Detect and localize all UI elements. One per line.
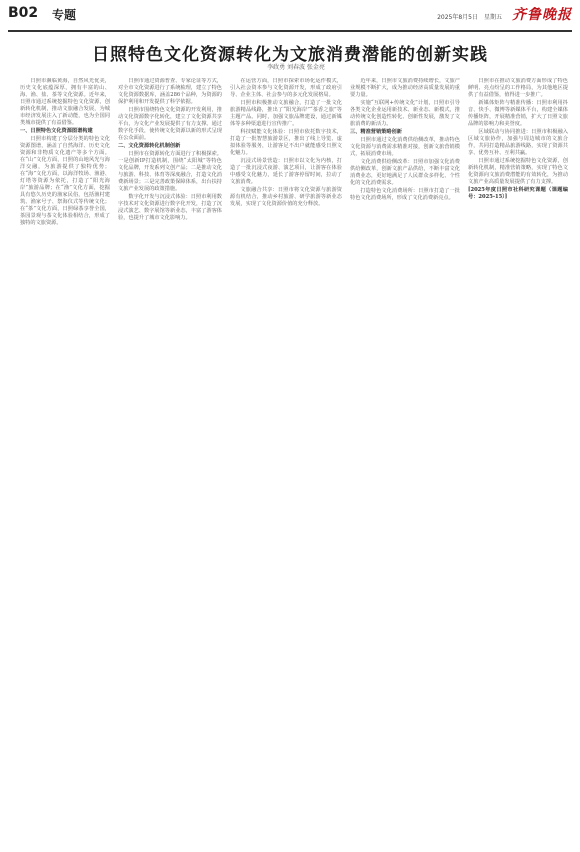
paragraph: 日照市积极推动文旅融合，打造了一批文化旅游精品线路，推出了“阳光海岸”“茶香之旅”等主题产品。同时，加强文旅品牌建设，通过新媒体等多种渠道进行宣传推广。 bbox=[230, 100, 342, 127]
section-subheading: 一、日照特色文化资源图谱构建 bbox=[20, 128, 93, 134]
paragraph: 近年来，日照市文旅消费持续增长，文旅产业规模不断扩大，成为推动经济高质量发展的重要力量。 bbox=[350, 78, 460, 98]
article-column-3 bbox=[230, 78, 342, 394]
section-name: 专题 bbox=[52, 8, 77, 22]
page-number: B02 bbox=[8, 5, 39, 21]
article-column-2 bbox=[118, 78, 222, 452]
paragraph: 日照市在资源转化方面进行了积极探索。一是创新IP打造机制，围绕“太阳城”等特色文化品牌，开发系列文创产品；二是推动文化与旅游、科技、体育等深度融合，打造文化消费新场景；三是完善政策保障体系，出台扶持文旅产业发展的政策措施。 bbox=[118, 151, 222, 192]
paragraph: 文旅融合共享：日照市将文化资源与旅游资源有机结合，推动乡村旅游、研学旅游等新业态发展，实现了文化资源价值的充分释放。 bbox=[230, 187, 342, 207]
issue-date: 2025年8月5日 bbox=[437, 14, 478, 21]
paragraph: 实施“互联网+传统文化”计划，日照市引导各类文化企业运用新技术、新业态、新模式，推动传统文化创造性转化、创新性发展，激发了文旅消费的新活力。 bbox=[350, 100, 460, 127]
paragraph: 日照市通过资源普查、专家论证等方式，对全市文化资源进行了系统梳理，建立了特色文化资源数据库，涵盖286个品种，为资源的保护利用和开发提供了科学依据。 bbox=[118, 78, 222, 105]
paragraph: 新媒体矩阵与精准传播：日照市利用抖音、快手、微博等新媒体平台，构建全媒体传播矩阵，开展精准营销，扩大了日照文旅品牌的影响力和美誉度。 bbox=[468, 100, 568, 127]
article-column-5 bbox=[468, 78, 568, 554]
paragraph: 日照市在推动文旅消费方面形成了特色鲜明、亮点纷呈的工作格局，为其他地区提供了有益借鉴，值得进一步推广。 bbox=[468, 78, 568, 98]
newspaper-logo: 齐鲁晚报 bbox=[512, 7, 572, 23]
article-column-1 bbox=[20, 78, 110, 334]
paragraph: 科技赋能文化体验：日照市依托数字技术，打造了一批智慧旅游景区，推出了线上导览、虚拟体验等服务，让游客足不出户就能感受日照文化魅力。 bbox=[230, 129, 342, 156]
paragraph: 日照市围绕特色文化资源的开发利用，推动文化资源数字化转化，建立了文化资源共享平台，为文化产业发展提供了有力支撑。通过数字化手段，使传统文化资源以新的形式呈现在公众面前。 bbox=[118, 107, 222, 141]
paragraph: 文化消费供给侧改革：日照市加强文化消费供给侧改革，创新文旅产品供给，不断丰富文化消费业态，更好地满足了人民群众多样化、个性化的文化消费需求。 bbox=[350, 159, 460, 186]
paragraph: 日照市濒临黄海，自然风光优美，历史文化底蕴深厚，拥有丰富的山、海、渔、盐、茶等文化资源。近年来，日照市通过系统挖掘特色文化资源，创新转化机制，推动文旅融合发展，为城市经济发展注入了新动能，也为全国同类城市提供了有益借鉴。 bbox=[20, 78, 110, 126]
research-project-note: [2025年度日照市社科研究课题（课题编号：2025-15）] bbox=[468, 187, 568, 200]
section-subheading: 二、文化资源转化机制创新 bbox=[118, 143, 181, 149]
paragraph: 数字化开发与沉浸式体验：日照市利用数字技术对文化资源进行数字化开发，打造了沉浸式演艺、数字展馆等新业态，丰富了游客体验，也提升了城市文化影响力。 bbox=[118, 194, 222, 221]
paragraph: 日照市通过系统挖掘特色文化资源，创新转化机制，精准营销策略，实现了特色文化资源向文旅消费潜能的有效转化，为推动文旅产业高质量发展提供了有力支撑。 bbox=[468, 158, 568, 185]
section-subheading: 三、精准营销策略创新 bbox=[350, 129, 402, 135]
paragraph: 在运营方面，日照市探索市场化运作模式，引入社会资本参与文化资源开发，形成了政府引导、企业主体、社会参与的多元化发展格局。 bbox=[230, 78, 342, 98]
page-header bbox=[8, 4, 572, 28]
header-rule bbox=[8, 30, 572, 32]
paragraph: 沉浸式场景营造：日照市以文化为内核，打造了一批沉浸式夜游、演艺项目，让游客在体验中感受文化魅力，延长了游客停留时间，拉动了文旅消费。 bbox=[230, 158, 342, 185]
issue-weekday: 星期五 bbox=[483, 14, 502, 21]
paragraph: 日照市构建了分层分类的特色文化资源图谱，涵盖了自然海洋、历史文化资源和非物质文化遗产等多个方面。在“山”文化方面，日照的山地风光与海洋交融，为旅游提供了独特优势；在“海”文化方面，以海洋牧场、渔港、灯塔等资源为依托，打造了“阳光海岸”旅游品牌；在“渔”文化方面，挖掘具有悠久历史的渔家民俗，包括渔村建筑、渔家号子、祭海仪式等传统文化；在“茶”文化方面，日照绿茶享誉全国，茶园景观与茶文化体验相结合，形成了独特的文旅资源。 bbox=[20, 136, 110, 226]
paragraph: 打造特色文化消费场所：日照市打造了一批特色文化消费场所，形成了文化消费新亮点。 bbox=[350, 188, 460, 201]
paragraph: 区域联动与协同推进：日照市积极融入区域文旅协作，加强与周边城市的文旅合作，共同打造精品旅游线路，实现了资源共享、优势互补、互利共赢。 bbox=[468, 129, 568, 156]
article-headline: 日照特色文化资源转化为文旅消费潜能的创新实践 bbox=[92, 45, 488, 65]
article-column-4 bbox=[350, 78, 460, 378]
article-byline: 李政勇 刘春波 张金亮 bbox=[267, 64, 325, 71]
paragraph: 日照市通过文化消费供给侧改革，推动特色文化资源与消费需求精准对接，创新文旅营销模式，拓展消费市场。 bbox=[350, 137, 460, 157]
